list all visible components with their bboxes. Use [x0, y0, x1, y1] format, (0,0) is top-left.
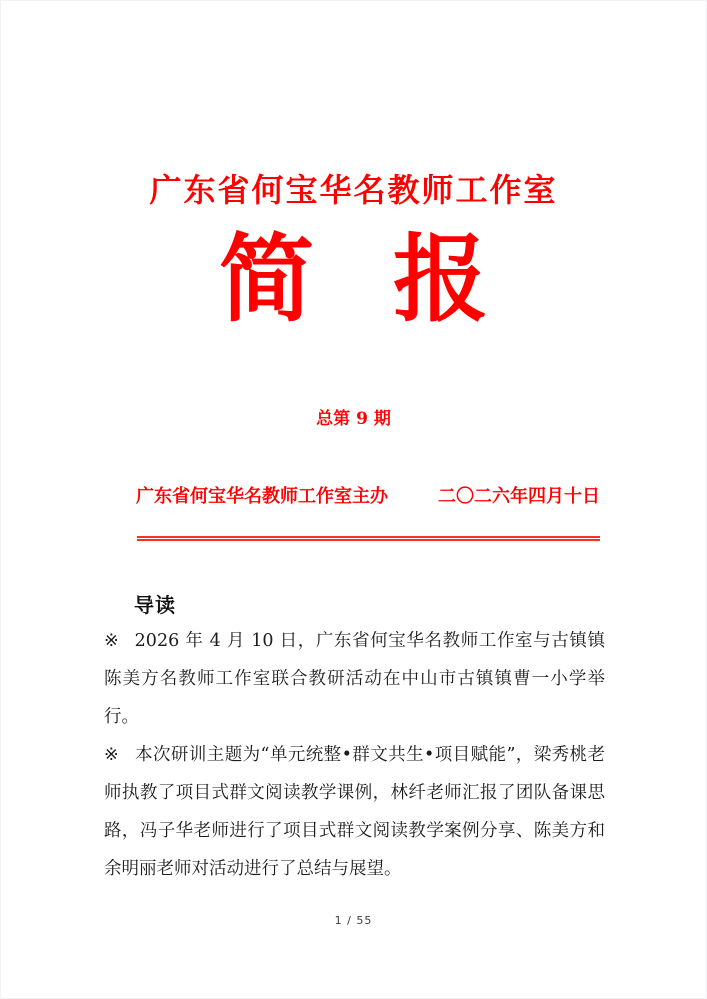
issue-number-label: 总第 9 期	[316, 409, 391, 429]
workstation-title: 广东省何宝华名教师工作室	[149, 171, 558, 209]
publish-date-label: 二〇二六年四月十日	[438, 486, 600, 507]
guide-item-list	[104, 622, 605, 888]
guide-item	[104, 622, 605, 736]
guide-item-text: 本次研训主题为“单元统整•群文共生•项目赋能”，梁秀桃老师执教了项目式群文阅读教学课例，林纤老师汇报了团队备课思路，冯子华老师进行了项目式群文阅读教学案例分享、陈美方和余明丽老师对活动进行了总结与展望。	[104, 745, 605, 879]
guide-item-text: 2026 年 4 月 10 日，广东省何宝华名教师工作室与古镇镇陈美方名教师工作室联合教研活动在中山市古镇镇曹一小学举行。	[104, 631, 605, 727]
page-footer	[1, 914, 706, 927]
page-indicator: 1 / 55	[334, 914, 373, 927]
guide-heading: 导读	[134, 593, 176, 617]
reference-mark: ※	[104, 631, 119, 651]
guide-item	[104, 736, 605, 888]
masthead-info-row	[136, 482, 600, 508]
bulletin-title: 简 报	[218, 224, 489, 335]
organizer-label: 广东省何宝华名教师工作室主办	[136, 486, 388, 507]
reference-mark: ※	[104, 745, 119, 765]
red-divider-rule	[137, 536, 600, 541]
